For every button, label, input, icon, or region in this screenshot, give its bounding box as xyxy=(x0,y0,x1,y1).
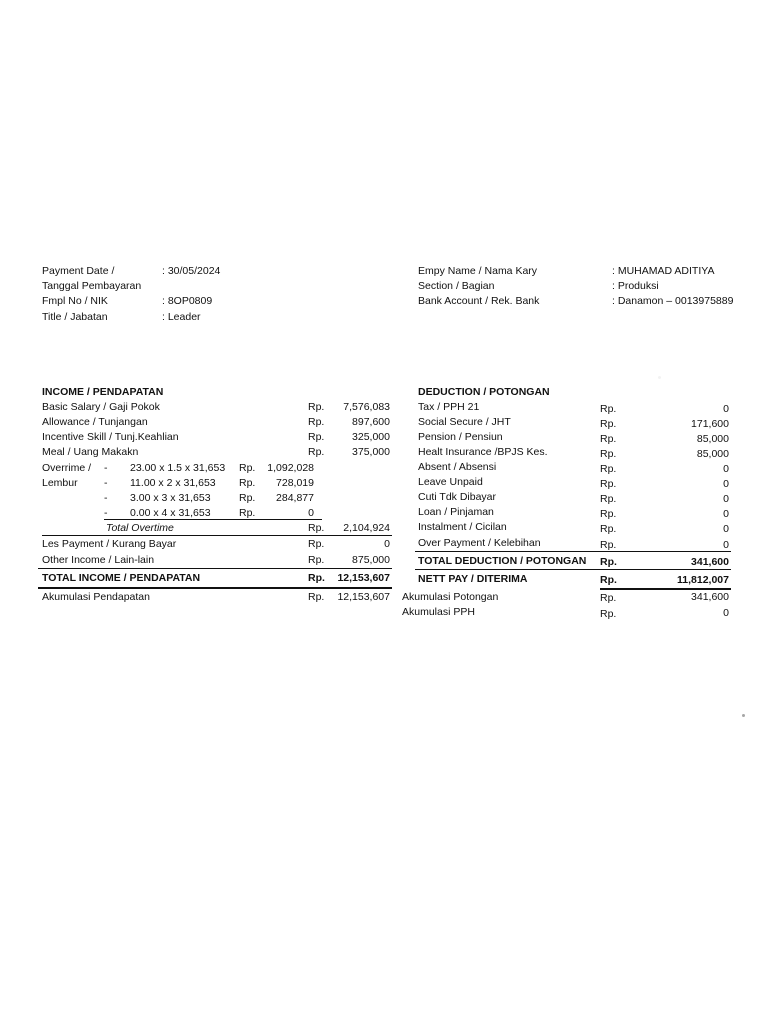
total-income-label: TOTAL INCOME / PENDAPATAN xyxy=(42,572,201,584)
overtime-currency: Rp. xyxy=(239,477,256,489)
currency-label: Rp. xyxy=(308,538,325,550)
currency-label: Rp. xyxy=(308,591,325,603)
overtime-currency: Rp. xyxy=(239,462,256,474)
meal-value: 375,000 xyxy=(352,446,390,458)
income-total-bottom-rule xyxy=(38,587,392,589)
deduction-value: 0 xyxy=(723,463,729,475)
currency-label: Rp. xyxy=(308,446,325,458)
deduction-label: Tax / PPH 21 xyxy=(418,401,480,413)
title-value: : Leader xyxy=(162,311,201,323)
overtime-formula: 0.00 x 4 x 31,653 xyxy=(130,507,211,519)
deduction-label: Pension / Pensiun xyxy=(418,431,503,443)
overtime-dash: - xyxy=(104,492,108,504)
total-overtime-label: Total Overtime xyxy=(106,522,174,534)
allowance-value: 897,600 xyxy=(352,416,390,428)
nett-pay-label: NETT PAY / DITERIMA xyxy=(418,573,528,585)
currency-label: Rp. xyxy=(308,572,325,584)
deduction-value: 0 xyxy=(723,493,729,505)
deduction-label: Over Payment / Kelebihan xyxy=(418,537,541,549)
currency-label: Rp. xyxy=(308,522,325,534)
currency-label: Rp. xyxy=(600,463,617,475)
overtime-amount: 728,019 xyxy=(276,477,314,489)
deduction-value: 0 xyxy=(723,539,729,551)
total-deduction-value: 341,600 xyxy=(691,556,729,568)
meal-label: Meal / Uang Makakn xyxy=(42,446,139,458)
currency-label: Rp. xyxy=(308,554,325,566)
nik-label: Fmpl No / NIK xyxy=(42,295,108,307)
employee-name-value: : MUHAMAD ADITIYA xyxy=(612,265,715,277)
deduction-value: 85,000 xyxy=(696,433,729,445)
overtime-amount: 1,092,028 xyxy=(267,462,314,474)
bank-account-label: Bank Account / Rek. Bank xyxy=(418,295,540,307)
payment-date-value: : 30/05/2024 xyxy=(162,265,221,277)
currency-label: Rp. xyxy=(600,523,617,535)
overtime-label-id: Lembur xyxy=(42,477,78,489)
akumulasi-pendapatan-label: Akumulasi Pendapatan xyxy=(42,591,150,603)
overtime-subtotal-rule xyxy=(104,519,322,520)
incentive-skill-label: Incentive Skill / Tunj.Keahlian xyxy=(42,431,179,443)
currency-label: Rp. xyxy=(600,592,617,604)
deduction-value: 0 xyxy=(723,403,729,415)
overtime-currency: Rp. xyxy=(239,507,256,519)
currency-label: Rp. xyxy=(600,556,617,568)
akumulasi-pph-label: Akumulasi PPH xyxy=(402,606,475,618)
akumulasi-potongan-label: Akumulasi Potongan xyxy=(402,591,499,603)
currency-label: Rp. xyxy=(308,431,325,443)
scan-speck xyxy=(658,376,661,379)
deduction-label: Absent / Absensi xyxy=(418,461,497,473)
currency-label: Rp. xyxy=(600,539,617,551)
overtime-dash: - xyxy=(104,477,108,489)
deduction-heading: DEDUCTION / POTONGAN xyxy=(418,386,550,398)
total-overtime-value: 2,104,924 xyxy=(343,522,390,534)
payment-date-label-id: Tanggal Pembayaran xyxy=(42,280,142,292)
les-payment-label: Les Payment / Kurang Bayar xyxy=(42,538,177,550)
overtime-dash: - xyxy=(104,507,108,519)
other-income-value: 875,000 xyxy=(352,554,390,566)
currency-label: Rp. xyxy=(600,608,617,620)
currency-label: Rp. xyxy=(600,478,617,490)
section-label: Section / Bagian xyxy=(418,280,495,292)
total-income-value: 12,153,607 xyxy=(337,572,390,584)
deduction-value: 0 xyxy=(723,478,729,490)
currency-label: Rp. xyxy=(600,403,617,415)
currency-label: Rp. xyxy=(600,448,617,460)
currency-label: Rp. xyxy=(600,493,617,505)
currency-label: Rp. xyxy=(308,401,325,413)
deduction-value: 0 xyxy=(723,523,729,535)
income-total-top-rule xyxy=(38,568,392,569)
scan-speck xyxy=(742,714,745,717)
deduction-label: Healt Insurance /BPJS Kes. xyxy=(418,446,548,458)
overtime-formula: 23.00 x 1.5 x 31,653 xyxy=(130,462,226,474)
overtime-formula: 11.00 x 2 x 31,653 xyxy=(130,477,216,489)
allowance-label: Allowance / Tunjangan xyxy=(42,416,148,428)
deduction-total-top-rule xyxy=(415,551,731,552)
deduction-label: Cuti Tdk Dibayar xyxy=(418,491,497,503)
deduction-label: Leave Unpaid xyxy=(418,476,483,488)
employee-name-label: Empy Name / Nama Kary xyxy=(418,265,538,277)
overtime-dash: - xyxy=(104,462,108,474)
bank-account-value: : Danamon – 0013975889 xyxy=(612,295,734,307)
deduction-value: 85,000 xyxy=(696,448,729,460)
akumulasi-pendapatan-value: 12,153,607 xyxy=(337,591,390,603)
overtime-label: Overrime / xyxy=(42,462,92,474)
total-deduction-label: TOTAL DEDUCTION / POTONGAN xyxy=(418,555,587,567)
basic-salary-label: Basic Salary / Gaji Pokok xyxy=(42,401,160,413)
overtime-formula: 3.00 x 3 x 31,653 xyxy=(130,492,211,504)
overtime-amount: 0 xyxy=(308,507,314,519)
currency-label: Rp. xyxy=(600,574,617,586)
currency-label: Rp. xyxy=(600,418,617,430)
income-divider xyxy=(42,535,392,536)
nik-value: : 8OP0809 xyxy=(162,295,213,307)
nett-pay-underline xyxy=(600,588,731,590)
deduction-label: Loan / Pinjaman xyxy=(418,506,494,518)
currency-label: Rp. xyxy=(600,433,617,445)
other-income-label: Other Income / Lain-lain xyxy=(42,554,155,566)
akumulasi-pph-value: 0 xyxy=(723,607,729,619)
incentive-skill-value: 325,000 xyxy=(352,431,390,443)
deduction-label: Instalment / Cicilan xyxy=(418,521,507,533)
overtime-amount: 284,877 xyxy=(276,492,314,504)
deduction-value: 0 xyxy=(723,508,729,520)
currency-label: Rp. xyxy=(308,416,325,428)
nett-pay-value: 11,812,007 xyxy=(677,574,729,586)
title-label: Title / Jabatan xyxy=(42,311,108,323)
basic-salary-value: 7,576,083 xyxy=(343,401,390,413)
akumulasi-potongan-value: 341,600 xyxy=(691,591,729,603)
payment-date-label: Payment Date / xyxy=(42,265,115,277)
deduction-value: 171,600 xyxy=(691,418,729,430)
overtime-currency: Rp. xyxy=(239,492,256,504)
currency-label: Rp. xyxy=(600,508,617,520)
deduction-total-bottom-rule xyxy=(415,569,731,570)
section-value: : Produksi xyxy=(612,280,659,292)
deduction-label: Social Secure / JHT xyxy=(418,416,511,428)
income-heading: INCOME / PENDAPATAN xyxy=(42,386,164,398)
les-payment-value: 0 xyxy=(384,538,390,550)
